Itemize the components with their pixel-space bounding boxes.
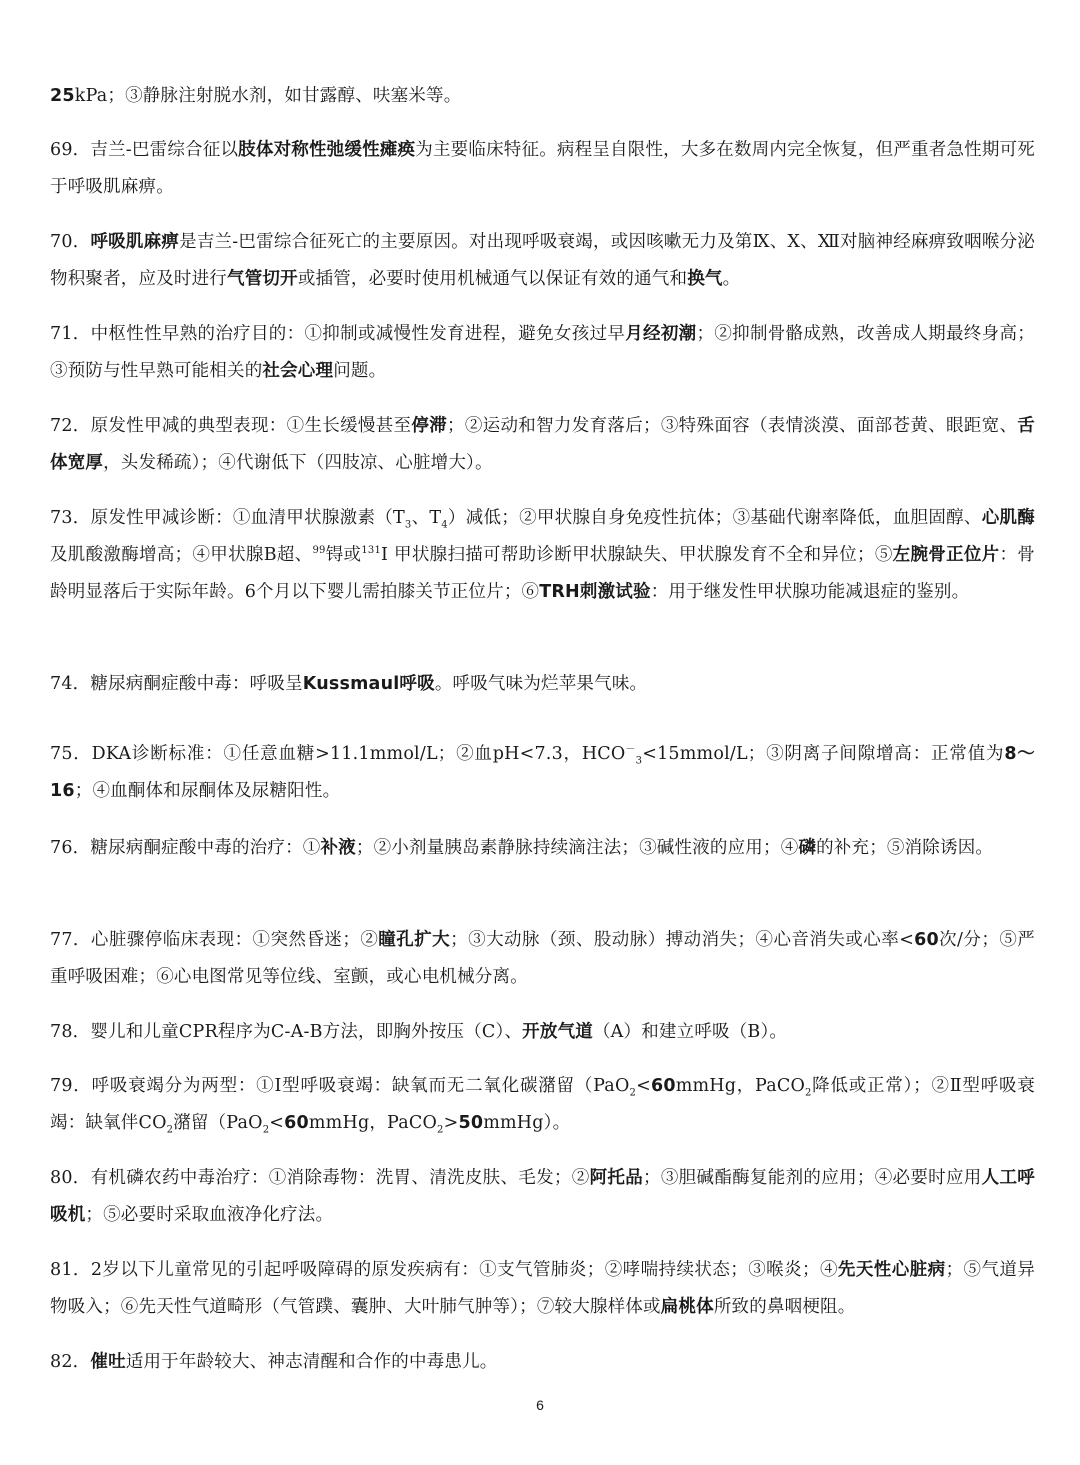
paragraph-77: 77．心脏骤停临床表现：①突然昏迷；②瞳孔扩大；③大动脉（颈、股动脉）搏动消失；④心音消失或心率<60次/分；⑤严重呼吸困难；⑥心电图常见等位线、室颤，或心电机械分离。: [50, 930, 1035, 987]
page-number: 6: [536, 1397, 544, 1413]
paragraph-78: 78．婴儿和儿童CPR程序为C-A-B方法，即胸外按压（C）、开放气道（A）和建立呼吸（B）。: [50, 1022, 788, 1042]
paragraph-76: 76．糖尿病酮症酸中毒的治疗：①补液；②小剂量胰岛素静脉持续滴注法；③碱性液的应用；④磷的补充；⑤消除诱因。: [50, 838, 994, 858]
paragraph-74: 74．糖尿病酮症酸中毒：呼吸呈Kussmaul呼吸。呼吸气味为烂苹果气味。: [50, 674, 648, 694]
paragraph-80: 80．有机磷农药中毒治疗：①消除毒物：洗胃、清洗皮肤、毛发；②阿托品；③胆碱酯酶复能剂的应用；④必要时应用人工呼吸机；⑤必要时采取血液净化疗法。: [50, 1168, 1035, 1225]
paragraph-68-continued: 25kPa；③静脉注射脱水剂，如甘露醇、呋塞米等。: [50, 86, 462, 106]
paragraph-75: 75．DKA诊断标准：①任意血糖>11.1mmol/L；②血pH<7.3，$HCO^-_3<15mmol/L$；③阴离子间隙增高：正常值为8～16；④血酮体和尿酮体及尿糖阳性。: [50, 744, 1036, 801]
paragraph-71: 71．中枢性性早熟的治疗目的：①抑制或减慢性发育进程，避免女孩过早月经初潮；②抑制骨骼成熟，改善成人期最终身高；③预防与性早熟可能相关的社会心理问题。: [50, 324, 1035, 381]
paragraph-70: 70．呼吸肌麻痹是吉兰-巴雷综合征死亡的主要原因。对出现呼吸衰竭，或因咳嗽无力及第Ⅸ、Ⅹ、Ⅻ对脑神经麻痹致咽喉分泌物积聚者，应及时进行气管切开或插管，必要时使用机械通气以保证有效的通气和换气。: [50, 232, 1035, 289]
paragraph-72: 72．原发性甲减的典型表现：①生长缓慢甚至停滞；②运动和智力发育落后；③特殊面容（表情淡漠、面部苍黄、眼距宽、舌体宽厚，头发稀疏）；④代谢低下（四肢凉、心脏增大）。: [50, 416, 1035, 473]
paragraph-73: 73．原发性甲减诊断：①血清甲状腺激素（$T_3$、$T_4$）减低；②甲状腺自身免疫性抗体；③基础代谢率降低，血胆固醇、心肌酶及肌酸激酶增高；④甲状腺B超、$^{99}$锝或$^{131}$I 甲状腺扫描可帮助诊断甲状腺缺失、甲状腺发育不全和异位；⑤左腕骨正位片：骨龄明显落后于实际年龄。6个月以下婴儿需拍膝关节正位片；⑥TRH刺激试验：用于继发性甲状腺功能减退症的鉴别。: [50, 508, 1036, 602]
paragraph-81: 81．2岁以下儿童常见的引起呼吸障碍的原发疾病有：①支气管肺炎；②哮喘持续状态；③喉炎；④先天性心脏病；⑤气道异物吸入；⑥先天性气道畸形（气管蹼、囊肿、大叶肺气肿等）；⑦较大腺样体或扁桃体所致的鼻咽梗阻。: [50, 1260, 1036, 1317]
paragraph-69: 69．吉兰-巴雷综合征以肢体对称性弛缓性瘫痪为主要临床特征。病程呈自限性，大多在数周内完全恢复，但严重者急性期可死于呼吸肌麻痹。: [50, 140, 1035, 197]
paragraph-79: 79．呼吸衰竭分为两型：①Ⅰ型呼吸衰竭：缺氧而无二氧化碳潴留（PaO$_2$<60mmHg，PaCO$_2$降低或正常）；②Ⅱ型呼吸衰竭：缺氧伴$CO_2$潴留（PaO$_2$<60mmHg，PaCO$_2$>50mmHg）。: [50, 1076, 1035, 1136]
paragraph-82: 82．催吐适用于年龄较大、神志清醒和合作的中毒患儿。: [50, 1352, 498, 1372]
